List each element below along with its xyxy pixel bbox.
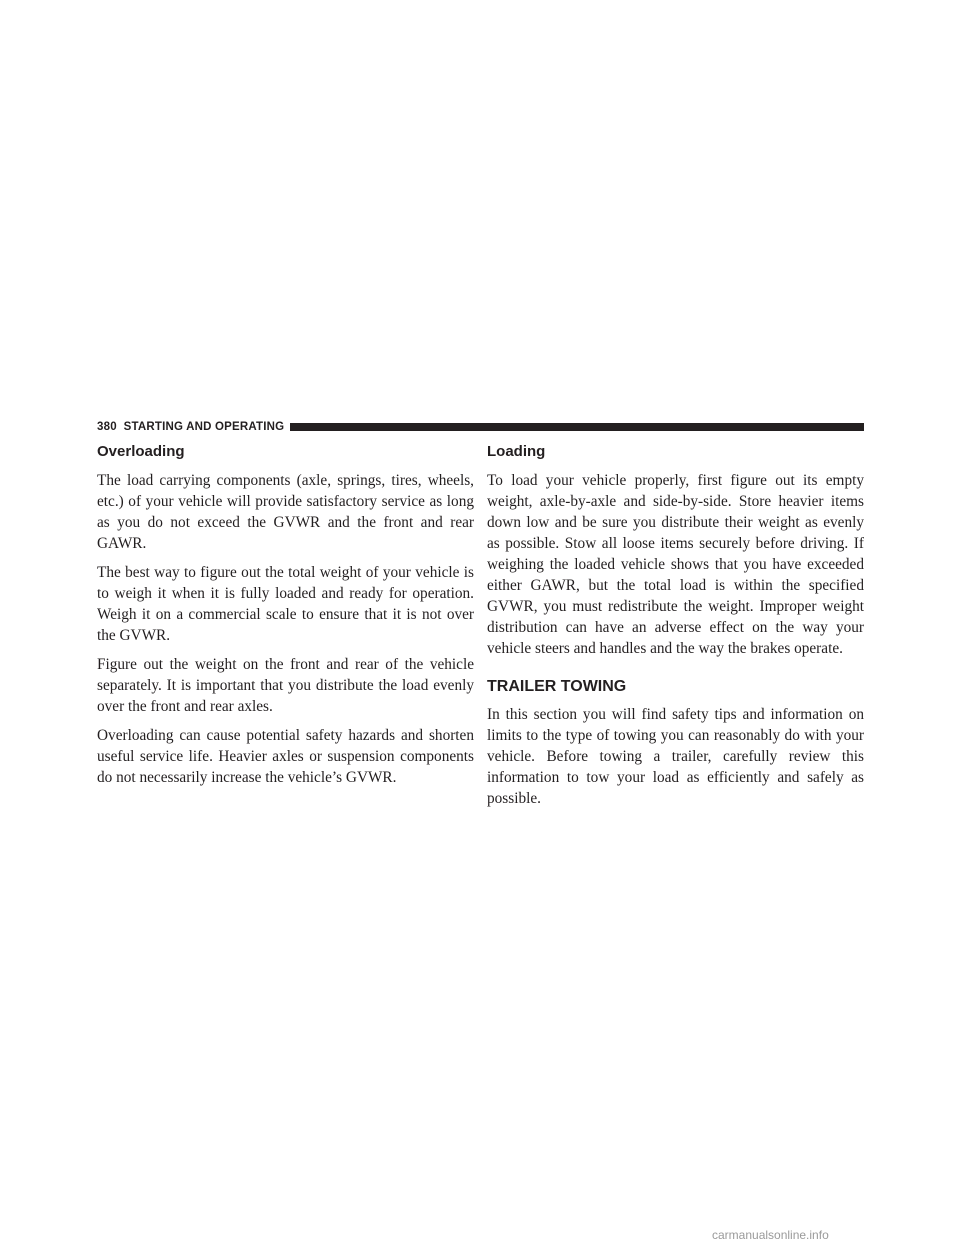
overloading-paragraph-1: The load carrying components (axle, springs, tires, wheels, etc.) of your vehicle will provide satisfactory service as long as you do not exceed the GVWR and the front and rear GAWR.	[97, 472, 474, 552]
trailer-towing-heading: TRAILER TOWING	[487, 678, 627, 695]
header-rule	[290, 423, 864, 431]
loading-paragraph-1: To load your vehicle properly, first figure out its empty weight, axle-by-axle and side-by-side. Store heavier items down low and be sure you distribute their weight as evenly as possible. Stow all loose items securely before driving. If weighing the loaded vehicle shows that you have exceeded either GAWR, but the total load is within the specified GVWR, you must redistribute the weight. Improper weight distribution can have an adverse effect on the way your vehicle steers and handles and the way the brakes operate.	[487, 472, 864, 657]
watermark: carmanualsonline.info	[712, 1228, 829, 1242]
overloading-paragraph-4: Overloading can cause potential safety hazards and shorten useful service life. Heavier axles or suspension components do not necessarily increase the vehicle’s GVWR.	[97, 727, 474, 786]
overloading-paragraph-2: The best way to figure out the total weight of your vehicle is to weigh it when it is fully loaded and ready for operation. Weigh it on a commercial scale to ensure that it is not over the GVWR.	[97, 564, 474, 644]
left-column	[97, 442, 474, 796]
loading-heading: Loading	[487, 443, 546, 460]
trailer-towing-paragraph-1: In this section you will find safety tips and information on limits to the type of towing you can reasonably do with your vehicle. Before towing a trailer, carefully review this information to tow your load as efficiently and safely as possible.	[487, 706, 864, 807]
page-header	[97, 420, 864, 434]
section-title: STARTING AND OPERATING	[123, 421, 285, 433]
overloading-heading: Overloading	[97, 443, 185, 460]
right-column	[487, 442, 864, 817]
page-folio	[97, 421, 284, 433]
overloading-paragraph-3: Figure out the weight on the front and rear of the vehicle separately. It is important that you distribute the load evenly over the front and rear axles.	[97, 656, 474, 715]
page-number: 380	[97, 421, 117, 433]
